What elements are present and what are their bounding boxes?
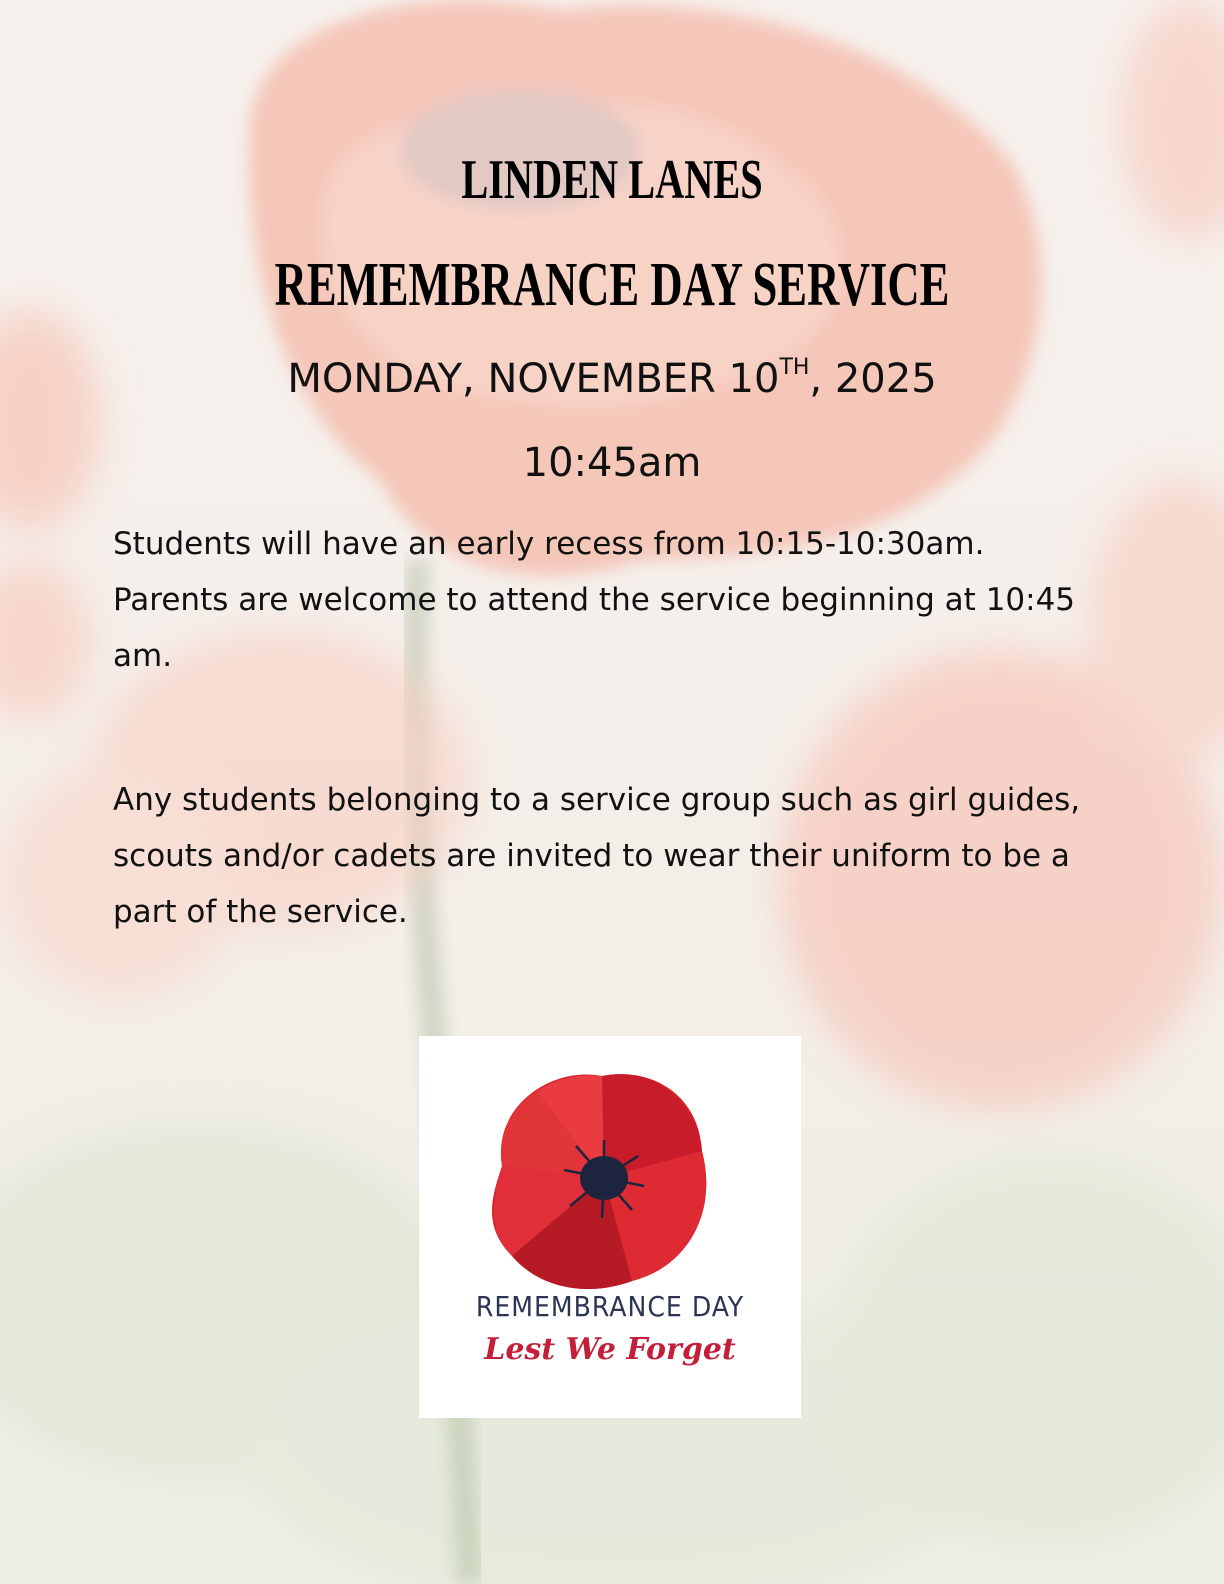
badge-title: REMEMBRANCE DAY xyxy=(475,1290,745,1323)
service-group-paragraph: Any students belonging to a service group such as girl guides, scouts and/or cadets are invited to wear their uniform to be a part of the service. xyxy=(113,782,1081,930)
event-date-prefix: MONDAY, NOVEMBER 10 xyxy=(287,356,780,402)
event-time: 10:45am xyxy=(522,440,702,486)
event-date-suffix: , 2025 xyxy=(809,356,937,402)
school-name-heading: LINDEN LANES xyxy=(461,149,763,211)
badge-subtitle: Lest We Forget xyxy=(484,1332,736,1367)
event-date xyxy=(0,356,1224,402)
recess-paragraph: Students will have an early recess from 10:15-10:30am. Parents are welcome to attend the service beginning at 10:45 am. xyxy=(113,526,1076,674)
event-title-heading: REMEMBRANCE DAY SERVICE xyxy=(274,251,950,319)
remembrance-day-badge xyxy=(419,1036,801,1418)
event-date-ordinal: TH xyxy=(779,355,810,380)
